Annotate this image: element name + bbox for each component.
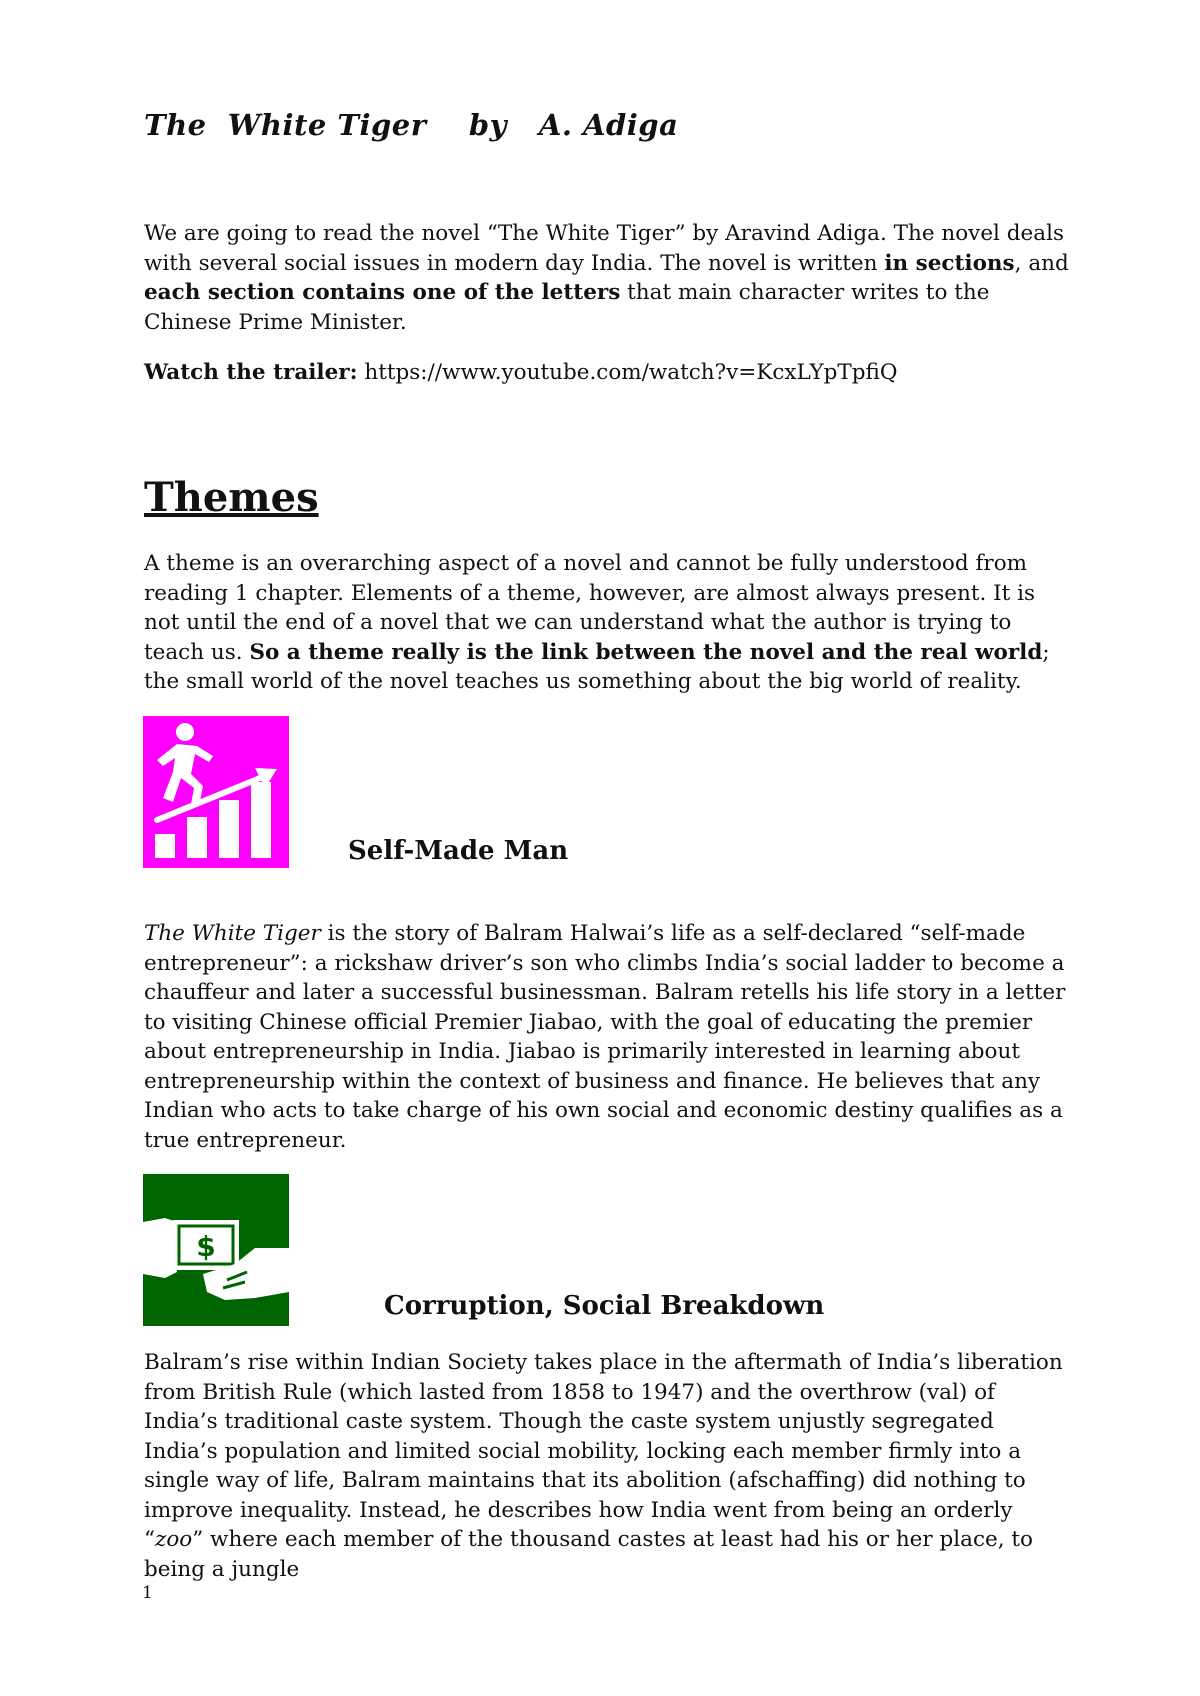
svg-text:$: $ — [196, 1230, 216, 1263]
self-made-man-heading: Self-Made Man — [348, 836, 569, 866]
intro-paragraph: We are going to read the novel “The White Tiger” by Aravind Adiga. The novel deals with several social issues in modern day India. The novel is written in sections, and each section contains one of the letters that main character writes to the Chinese Prime Minister. — [144, 221, 1069, 335]
trailer-label: Watch the trailer: — [144, 360, 358, 385]
trailer-line — [144, 358, 1074, 388]
document-title: The White Tiger by A. Adiga — [144, 108, 679, 142]
corruption-paragraph: Balram’s rise within Indian Society takes place in the aftermath of India’s liberation from British Rule (which lasted from 1858 to 1947) and the overthrow (val) of India’s traditional caste system. Though the caste system unjustly segregated India’s population and limited social mobility, locking each member firmly into a single way of life, Balram maintains that its abolition (afschaffing) did nothing to improve inequality. Instead, he describes how India went from being an orderly “zoo” where each member of the thousand castes at least had his or her place, to being a jungle — [144, 1350, 1063, 1582]
themes-paragraph: A theme is an overarching aspect of a novel and cannot be fully understood from reading 1 chapter. Elements of a theme, however, are almost always present. It is not until the end of a novel that we can understand what the author is trying to teach us. So a theme really is the link between the novel and the real world; the small world of the novel teaches us something about the big world of reality. — [144, 551, 1050, 694]
corruption-heading: Corruption, Social Breakdown — [384, 1291, 825, 1321]
self-made-paragraph: The White Tiger is the story of Balram Halwai’s life as a self-declared “self-made entrepreneur”: a rickshaw driver’s son who climbs India’s social ladder to become a chauffeur and later a successful businessman. Balram retells his life story in a letter to visiting Chinese official Premier Jiabao, with the goal of educating the premier about entrepreneurship in India. Jiabao is primarily interested in learning about entrepreneurship within the context of business and finance. He believes that any Indian who acts to take charge of his own social and economic destiny qualifies as a true entrepreneur. — [144, 921, 1066, 1153]
bribe-money-hand-icon — [143, 1174, 289, 1326]
themes-heading: Themes — [144, 474, 319, 521]
climbing-man-growth-icon — [143, 716, 289, 868]
trailer-url[interactable]: https://www.youtube.com/watch?v=KcxLYpTpfiQ — [357, 360, 898, 385]
page-number: 1 — [142, 1583, 153, 1603]
